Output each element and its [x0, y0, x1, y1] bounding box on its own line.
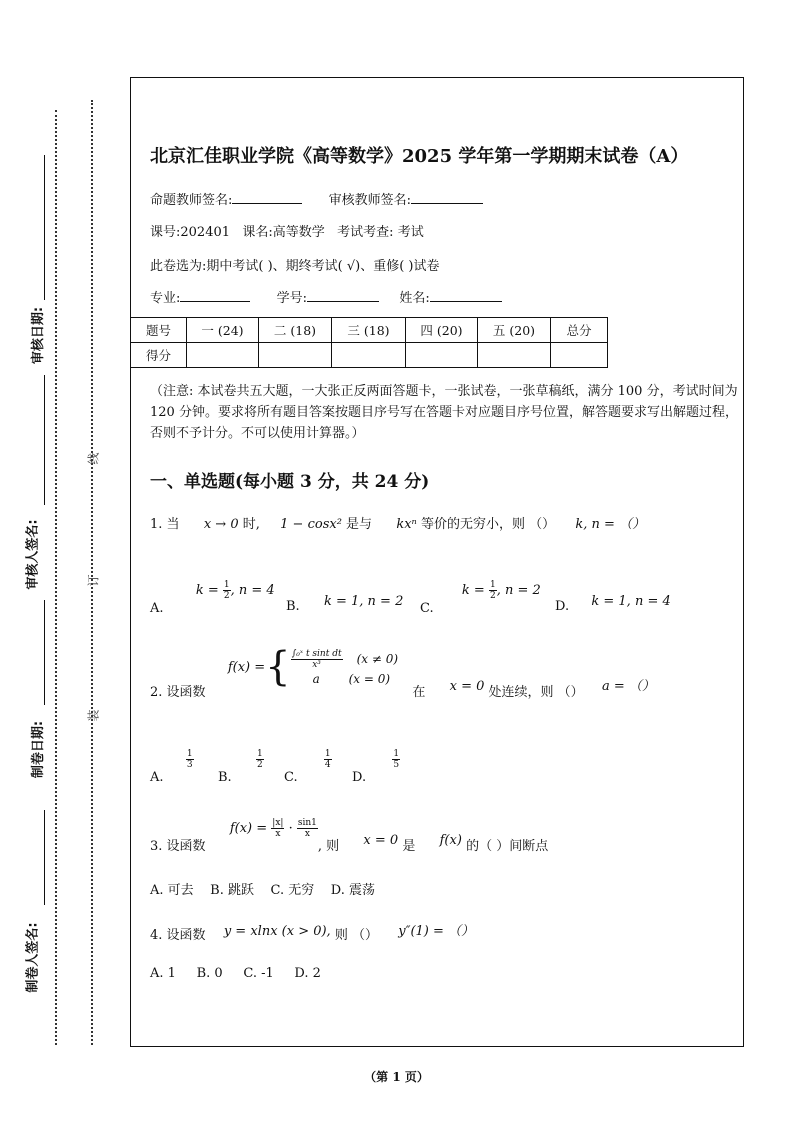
q3-dot: · [288, 821, 293, 836]
exam-title: 北京汇佳职业学院《高等数学》2025 学年第一学期期末试卷（A） [150, 146, 689, 167]
q2-at: 在 [412, 685, 426, 700]
question-3 [150, 818, 548, 854]
binding-dotted-line [91, 100, 93, 1045]
q1-option-b[interactable] [286, 594, 403, 614]
q3-frac-sin: $\frac{\sin 1}{x}$ [297, 818, 317, 839]
q4-expr: y = xlnx (x > 0), [223, 924, 331, 939]
q4-ask: y″(1) = （） [398, 924, 475, 939]
q4-then: 则 （） [334, 928, 378, 943]
option-label: C. [420, 601, 434, 616]
q2-brace: { [265, 644, 291, 690]
page-footer: （第 1 页） [364, 1070, 429, 1084]
score-cell[interactable] [187, 343, 259, 368]
q1-option-d[interactable] [555, 594, 671, 614]
option-label: A. [150, 601, 164, 616]
q3-fx2: f(x) [439, 833, 462, 848]
score-cell[interactable] [406, 343, 478, 368]
exam-type-line: 此卷选为:期中考试( )、期终考试( √)、重修( )试卷 [150, 259, 440, 274]
question-2 [150, 644, 655, 700]
option-label: B. [286, 599, 300, 614]
q1-option-a[interactable] [150, 580, 275, 616]
q1-d-value: k = 1, n = 4 [591, 594, 671, 609]
q1-expr: 1 − cosx² [280, 517, 342, 532]
q1-a-frac: $\frac{1}{2}$ [223, 580, 230, 601]
q3-point: x = 0 [363, 833, 399, 848]
exam-notice: （注意: 本试卷共五大题，一大张正反两面答题卡，一张试卷，一张草稿纸，满分 100 分，考试时间为 120 分钟。要求将所有题目答案按题目序号写在答题卡对应题目序号位置，解答题要求写出解题过程，否则不予计分。不可以使用计算器。） [150, 384, 738, 441]
q1-eq-to: 是与 [346, 517, 373, 532]
score-header-row [131, 318, 608, 343]
score-col-3: 三 (18) [332, 318, 406, 343]
score-value-row [131, 343, 608, 368]
student-id-blank[interactable] [307, 289, 379, 302]
q1-cond: x → 0 [203, 517, 239, 532]
name-label: 姓名: [399, 291, 430, 306]
checker-label: 审核教师签名: [328, 193, 412, 208]
q1-tail: 等价的无穷小，则 （） [420, 517, 556, 532]
score-col-5: 五 (20) [478, 318, 551, 343]
q2-case1-frac: $\frac{\text{∫₀ˣ t sint dt}}{\text{x³}}$ [291, 648, 342, 670]
q1-kxn: kxⁿ [396, 517, 417, 532]
q2-case2-cond: (x = 0) [348, 671, 391, 686]
maker-date-label: 制卷日期: [31, 720, 47, 779]
option-label: C. [284, 770, 298, 785]
maker-sign-label: 制卷人签名: [25, 922, 41, 993]
q2-point: x = 0 [449, 679, 485, 694]
question-1 [150, 513, 645, 532]
score-col-2: 二 (18) [259, 318, 332, 343]
reviewer-sign-line [44, 375, 45, 505]
q4-prefix: 4. 设函数 [150, 928, 206, 943]
q1-c-frac: $\frac{1}{2}$ [489, 580, 496, 601]
major-label: 专业: [150, 291, 181, 306]
signature-line [150, 189, 483, 208]
q2-d-frac: $\frac{1}{5}$ [393, 749, 400, 770]
q2-prefix: 2. 设函数 [150, 685, 206, 700]
setter-label: 命题教师签名: [150, 193, 233, 208]
q1-a-n: , n = 4 [230, 583, 275, 598]
q1-b-value: k = 1, n = 2 [323, 594, 404, 609]
review-date-line [44, 155, 45, 300]
option-label: D. [352, 770, 367, 785]
q2-option-b[interactable] [218, 749, 264, 785]
section-1-title: 一、单选题(每小题 3 分，共 24 分) [150, 472, 430, 492]
review-date-label: 审核日期: [31, 306, 47, 365]
reviewer-sign-label: 审核人签名: [25, 519, 41, 590]
q3-options[interactable]: A. 可去 B. 跳跃 C. 无穷 D. 震荡 [150, 883, 376, 898]
q2-b-frac: $\frac{1}{2}$ [256, 749, 263, 770]
score-col-1: 一 (24) [187, 318, 259, 343]
q2-case1-cond: (x ≠ 0) [356, 652, 399, 666]
setter-blank[interactable] [232, 191, 302, 204]
q1-when: 时, [242, 517, 260, 532]
score-col-4: 四 (20) [406, 318, 478, 343]
q3-fx: f(x) = [229, 821, 268, 836]
option-label: D. [555, 599, 570, 614]
option-label: B. [218, 770, 232, 785]
score-cell[interactable] [478, 343, 551, 368]
course-line: 课号:202401 课名:高等数学 考试考查: 考试 [150, 225, 424, 240]
q3-prefix: 3. 设函数 [150, 839, 206, 854]
maker-sign-line [44, 810, 45, 905]
outer-dotted-line [55, 110, 57, 1045]
q2-c-frac: $\frac{1}{4}$ [324, 749, 331, 770]
score-table [130, 317, 608, 368]
name-blank[interactable] [430, 289, 502, 302]
q2-tail: 处连续，则 （） [488, 685, 584, 700]
score-cell-total[interactable] [551, 343, 608, 368]
q2-option-a[interactable] [150, 749, 194, 785]
cut-order-char: 订 [86, 574, 101, 587]
q2-ask: a = （） [601, 679, 655, 694]
q3-frac-abs: $\frac{|x|}{x}$ [272, 818, 284, 839]
q4-options[interactable]: A. 1 B. 0 C. -1 D. 2 [150, 966, 321, 981]
q3-tail: 的（ ）间断点 [466, 839, 549, 854]
cut-bind-char: 装 [86, 709, 101, 722]
maker-date-line [44, 600, 45, 705]
student-id-label: 学号: [276, 291, 308, 306]
score-row-label: 得分 [131, 343, 187, 368]
score-cell[interactable] [332, 343, 406, 368]
q2-option-d[interactable] [352, 749, 400, 785]
q1-ask: k, n = （） [575, 517, 646, 532]
q1-prefix: 1. 当 [150, 517, 180, 532]
q2-case2-val: a [312, 671, 320, 686]
q2-option-c[interactable] [284, 749, 332, 785]
score-header-label: 题号 [131, 318, 187, 343]
score-cell[interactable] [259, 343, 332, 368]
q3-then: , 则 [317, 839, 340, 854]
student-info-line [150, 287, 502, 306]
major-blank[interactable] [180, 289, 250, 302]
q2-a-frac: $\frac{1}{3}$ [186, 749, 193, 770]
question-4 [150, 920, 474, 943]
q1-a-k: k = [195, 583, 219, 598]
q1-c-n: , n = 2 [496, 583, 541, 598]
option-label: A. [150, 770, 164, 785]
q1-option-c[interactable] [420, 580, 541, 616]
cut-line-char: 线 [86, 452, 101, 465]
q1-c-k: k = [461, 583, 485, 598]
score-col-total: 总分 [551, 318, 608, 343]
q2-fx: f(x) = [227, 659, 266, 675]
checker-blank[interactable] [411, 191, 483, 204]
q3-is: 是 [402, 839, 416, 854]
